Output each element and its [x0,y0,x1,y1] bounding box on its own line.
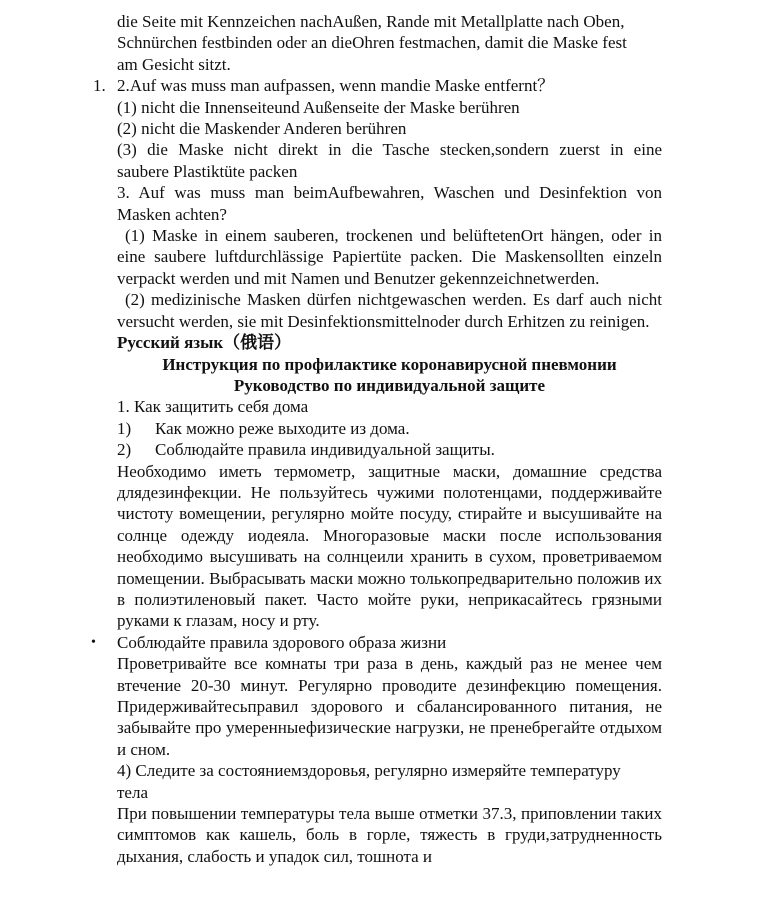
list-number: 1. [93,76,106,96]
symptoms-paragraph: При повышении температуры тела выше отметки 37.3, приповлении таких симптомов как кашель, боль в горле, тяжесть в груди,затрудненность дыхания, слабость и упадок сил, тошнота и [117,804,662,866]
list-item-1-number: 1) [117,418,132,438]
german-fragment-line-1: die Seite mit Kennzeichen nachAußen, Rande mit Metallplatte nach Oben, [117,12,625,31]
list-item-2-text: Соблюдайте правила индивидуальной защиты. [155,440,495,460]
question-3-item-1: (1) Maske in einem sauberen, trockenen und belüftetenOrt hängen, oder in eine saubere luftdurchlässige Papiertüte packen. Die Maskensollten einzeln verpackt werden und mit Namen und Benutzer gekennzeichnetwerden. [117,226,662,288]
bullet-icon: • [91,634,96,650]
question-2-item-3-line-2: saubere Plastiktüte packen [117,161,298,181]
question-2-item-1: (1) nicht die Innenseiteund Außenseite der Maske berühren [117,97,520,117]
list-item-1-text: Как можно реже выходите из дома. [155,418,410,438]
question-2-title: 2.Auf was muss man aufpassen, wenn mandie Maske entfernt？ [117,76,555,96]
document-page [91,0,662,867]
bullet-item [91,632,662,653]
question-3-title-line-2: Masken achten? [117,204,227,224]
list-item-1 [117,418,662,439]
russian-title-line-2: Руководство по индивидуальной защите [233,375,546,395]
item-4-line-2: тела [117,782,149,802]
list-item-2-number: 2) [117,440,132,460]
hygiene-paragraph: Необходимо иметь термометр, защитные маски, домашние средства длядезинфекции. Не пользуйтесь чужими полотенцами, поддерживайте чистоту вомещении, регулярно мойте посуду, стирайте и высушивайте на солнце одежду иодеяла. Многоразовые маски после использования необходимо высушивать на солнцеили хранить в сухом, проветриваемом помещении. Выбрасывать маски можно толькопредварительно положив их в полиэтиленовый пакет. Часто мойте руки, неприкасайтесь грязными руками к глазам, носу и рту. [117,461,662,631]
item-4-line-1: 4) Следите за состояниемздоровья, регулярно измеряйте температуру [117,761,621,781]
list-item-2 [117,439,662,460]
question-3-title-line-1: 3. Auf was muss man beimAufbewahren, Waschen und Desinfektion von [117,183,662,203]
russian-language-heading: Русский язык（俄语） [117,333,292,353]
cut-off-line [117,0,662,11]
lifestyle-paragraph: Проветривайте все комнаты три раза в день, каждый раз не менее чем втечение 20-30 минут. Регулярно проводите дезинфекцию помещения. Придерживайтесьправил здорового и сбалансированного питания, не забывайте про умеренныефизические нагрузки, не пренебрегайте отдыхом и сном. [117,654,662,759]
bullet-text: Соблюдайте правила здорового образа жизни [117,632,447,652]
russian-title-line-1: Инструкция по профилактике коронавирусной пневмонии [162,354,617,374]
german-fragment-line-2: Schnürchen festbinden oder an dieOhren festmachen, damit die Maske fest [117,33,627,53]
german-fragment-line-3: am Gesicht sitzt. [117,54,231,74]
section-1-heading: 1. Как защитить себя дома [117,397,309,417]
question-2-item-3-line-1: (3) die Maske nicht direkt in die Tasche stecken,sondern zuerst in eine [117,140,662,160]
question-2-item-2: (2) nicht die Maskender Anderen berühren [117,119,407,139]
german-question-2 [93,75,662,96]
question-3-item-2: (2) medizinische Masken dürfen nichtgewaschen werden. Es darf auch nicht versucht werden, sie mit Desinfektionsmittelnoder durch Erhitzen zu reinigen. [117,290,662,331]
